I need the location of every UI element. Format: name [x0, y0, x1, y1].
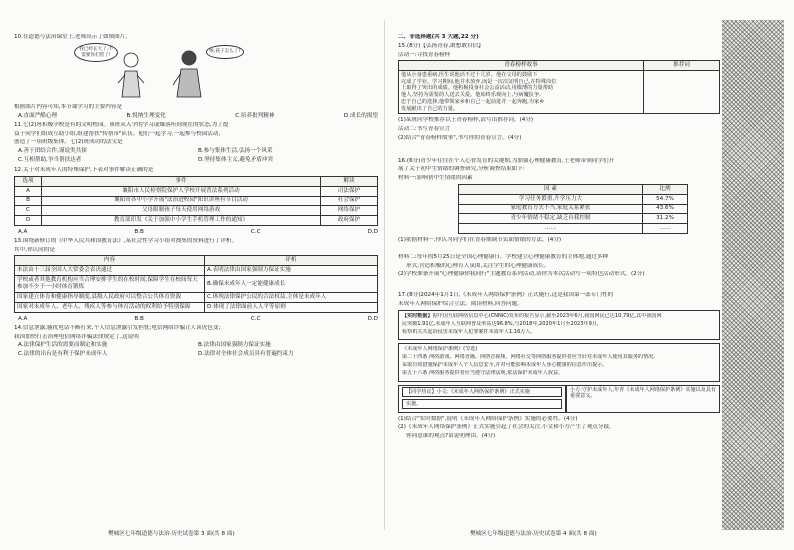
story-line: 他人,坚持为需要的人送去关爱。他始终乐观向上,与病魔抗争,	[401, 92, 541, 99]
q15-stem: 15.(8分)【弘扬青春,敢想敢自信】	[398, 42, 484, 49]
q17-sub2-l1: (2)《未成年人网络保护条例》正式实施引起了社会的关注,小文和小方产生了观点分歧,	[398, 424, 611, 431]
parent-figure-icon	[172, 49, 206, 99]
q16-answer-space[interactable]	[398, 246, 720, 254]
q14-option-d[interactable]: D.法律对全体社会成员具有普遍约束力	[198, 351, 294, 358]
q10-options	[18, 113, 378, 120]
table-row	[15, 206, 378, 216]
q16-cell: ……	[459, 224, 643, 234]
q11-option-c[interactable]: C.互相帮助,争当帮扶达者	[18, 156, 82, 163]
q17-law-title: 《未成年人网络保护条例》(节选)	[402, 346, 478, 353]
q13-option-d[interactable]: D.D	[367, 316, 378, 323]
q16-header-ratio: 比例	[643, 184, 688, 194]
q14-option-b[interactable]: B.法律由国家强制力保证实施	[198, 342, 271, 349]
q12-cell: 教育部印发《关于加强中小学生手机管理工作的通知》	[42, 216, 321, 226]
q12-cell: 社会保护	[321, 196, 378, 206]
q17-law-l2: 采取有效措施保护未成年人个人信息安全,并对可能影响未成年人身心健康的信息作出提示。	[402, 362, 608, 369]
q15-activity2: 活动二:书写青春宣言	[398, 126, 451, 133]
q10-stem: 10.在道德与法治课堂上,老师出示了如图图片。	[14, 34, 131, 40]
q12-header-reading: 解读	[321, 176, 378, 186]
right-page-footer: 樊城区七年级道德与法治·历史试卷第 4 面(共 8 面)	[470, 531, 597, 537]
q13-cell: A.表明法律由国家强制力保证实施	[205, 266, 378, 276]
section-title: 二、非选择题(共 3 大题,22 分)	[398, 34, 479, 40]
table-row	[459, 214, 688, 224]
q11-line2: 益于同学们组成互助小组,组建帮扶"传帮带"队伍。他们一起学习,一起参与校园活动,	[14, 130, 221, 137]
q17-sub1: (1)结合"实时数据",说明《未成年人网络保护条例》实施的必要性。(4分)	[398, 415, 578, 422]
q15-story-table	[398, 60, 720, 114]
q17-sub2-l2: 你同意谁的观点?请说明理由。(4分)	[406, 433, 496, 440]
q12-option-a[interactable]: A.A	[18, 229, 28, 236]
q10-option-c[interactable]: C.培养批判精神	[235, 113, 275, 120]
table-row	[15, 303, 378, 313]
q13-cell: 国家建立体育和健康指导制度,县级人民政府可以整合公共体育资源	[15, 293, 205, 303]
q13-cell: 国家对未成年人、老年人、残疾人等参与体育活动的权利给予特别保障	[15, 303, 205, 313]
q16-sub1: (1)依据材料一,你认为同学们在青春期调节负面情绪的方法。(4分)	[398, 237, 562, 244]
q10-option-a[interactable]: A.直面严酷心理	[18, 113, 58, 120]
table-row	[459, 204, 688, 214]
story-line: 完成了学业。学习期间,他并未放弃,而是一次次证明自己,在特殊岗位	[401, 78, 557, 85]
q17-data-label: 【实时数据】	[402, 312, 433, 319]
q15-answer-space[interactable]	[398, 144, 720, 158]
story-line: 发展献出了自己的力量。	[401, 105, 459, 112]
q17-line1: 17.(8分)2024年1月1日,《未成年人网络保护条例》正式施行,这是我国第一部专门性的	[398, 292, 614, 299]
q12-cell: 司法保护	[321, 186, 378, 196]
q17-dialog-left	[398, 385, 566, 413]
q17-dialog-l2: 实施。	[402, 399, 562, 410]
q12-option-c[interactable]: C.C	[250, 229, 261, 236]
table-row	[15, 293, 378, 303]
q12-cell: B	[15, 196, 42, 206]
q15-activity1: 活动一:寻找青春榜样	[398, 51, 451, 58]
q13-option-b[interactable]: B.B	[134, 316, 144, 323]
q16-material2-l2: 形式,营造积极的心理育人氛围,关注学生的心理健康成长。	[406, 262, 550, 269]
q10-after: 根据图片内容可知,本节课学习的主要内容是	[14, 104, 123, 111]
q17-law-l3: 第五十六条 网络服务提供者应当遵守法律法规,依法保护未成年人权益。	[402, 370, 564, 377]
q12-cell: D	[15, 216, 42, 226]
q16-cell: 学习任务繁重,升学压力大	[459, 194, 643, 204]
q13-options	[18, 316, 378, 323]
q16-cell: 青少年情绪不稳定,缺乏自我控制	[459, 214, 643, 224]
q17-line2: 未成年人网络保护综合立法。阅读材料,回答问题。	[398, 300, 523, 307]
q11-option-d[interactable]: D.坚持集体主义,避免矛盾冲突	[198, 156, 273, 163]
q12-cell: C	[15, 206, 42, 216]
table-row	[459, 194, 688, 204]
q17-dialog-label: 【同学热议】小文:《未成年人网络保护条例》正式实施	[402, 387, 562, 398]
left-page-footer: 樊城区七年级道德与法治·历史试卷第 3 面(共 8 面)	[108, 531, 235, 537]
table-row	[15, 196, 378, 206]
q13-option-a[interactable]: A.A	[18, 316, 28, 323]
q15-recommend-answer-cell[interactable]	[644, 71, 720, 114]
q12-cell: A	[15, 186, 42, 196]
q13-line1: 13.围绕新修订的《中华人民共和国教育法》,某社会性学习小组对搜集的资料进行了评析。	[14, 237, 238, 244]
q14-option-c[interactable]: C.法律的出台是有利于保护未成年人	[18, 351, 108, 358]
q13-cell: 学校或者其他教育机构应当合理安排学生的在校时间,保障学生在校间每天参加不少于一小时体育锻炼	[15, 276, 205, 293]
q16-line2: 展了关于初中生情绪的调查研究,分析调查结果如下:	[398, 166, 525, 173]
left-column	[14, 34, 378, 361]
q15-recommend-header: 推荐词	[644, 61, 720, 71]
q12-option-d[interactable]: D.D	[367, 229, 378, 236]
q10-cartoon	[74, 43, 244, 101]
q15-sub2: (2)结合"青春榜样故事",书写你的青春宣言。(4分)	[398, 134, 522, 141]
page-fold	[384, 20, 385, 530]
q16-answer-space-2[interactable]	[398, 280, 720, 292]
q16-cell: 31.2%	[643, 214, 688, 224]
q13-header-content: 内容	[15, 256, 205, 266]
right-column	[398, 34, 720, 442]
q13-cell: D.体现了法律面前人人平等原则	[205, 303, 378, 313]
q13-table	[14, 255, 378, 313]
q16-cell: 家庭教育方式不当,家庭关系紧张	[459, 204, 643, 214]
q12-options	[18, 229, 378, 236]
q16-material1: 材料一:影响初中生情绪的因素	[398, 175, 473, 182]
q14-option-a[interactable]: A.法律保护生活的需要而制定和实施	[18, 342, 108, 349]
q16-table	[458, 184, 688, 234]
q15-story-cell	[399, 71, 644, 114]
child-speech-bubble: 我已经长大了,不需要你们管了!	[74, 43, 118, 62]
q11-line3: 创造了一项班级集体。七(2)班成功的法宝是	[14, 139, 123, 146]
q12-cell: 网络保护	[321, 206, 378, 216]
child-figure-icon	[116, 51, 146, 99]
q16-cell: 54.7%	[643, 194, 688, 204]
q17-data-l1: 据中国互联网络信息中心(CNNIC)发布的报告显示,截至2023年6月,我国网民已达10.79亿,其中我国网	[432, 312, 662, 319]
q12-cell: 襄阳市各中小学开展"法治进校园"知识讲座有节目活动	[42, 196, 321, 206]
q11-option-a[interactable]: A.善于团结合作,谨说类共探	[18, 148, 87, 155]
q14-line2: 我国加快打击治理电信网络诈骗法律规定了,这说明	[14, 333, 139, 340]
q12-table	[14, 176, 378, 226]
table-row	[15, 276, 378, 293]
q12-cell: 父母限制孩子每天使用网络游戏	[42, 206, 321, 216]
q12-cell: 政府保护	[321, 216, 378, 226]
table-row	[15, 186, 378, 196]
parent-speech-bubble: 唉,孩子怎么了?	[206, 45, 244, 59]
q12-option-b[interactable]: B.B	[134, 229, 144, 236]
q17-law-box	[398, 343, 720, 381]
q16-cell: 43.6%	[643, 204, 688, 214]
q17-law-l1: 第二十四条 网络游戏、网络直播、网络音视频、网络社交等网络服务提供者应当针对未成年人使用其服务的情况,	[402, 354, 655, 361]
story-line: 上取得了突出的成绩。他积极投身社会公益活动,用微薄的力量帮助	[401, 85, 554, 92]
q17-dialog-box	[398, 385, 720, 413]
q11-options	[18, 148, 378, 166]
table-row	[15, 216, 378, 226]
q11-line1: 11.七(2)班积极学校是有的文明校园。该班从入学的学习或爆落所到现在的状态,为了提	[14, 121, 229, 128]
story-line: 忠于自己的选择,他带领家乡和自己一起前进并一起奔跑,为家乡	[401, 98, 545, 105]
q16-header-factor: 因 素	[459, 184, 643, 194]
q12-cell: 襄阳市人民检察院保护人学校开展普法系列活动	[42, 186, 321, 196]
q13-line2: 其中,你认同的是	[14, 246, 55, 253]
q12-stem: 12.关于对未成年人的特殊保护,下表对事件解读正确的是	[14, 167, 154, 174]
q17-data-box	[398, 310, 720, 340]
q14-options	[18, 342, 378, 360]
q16-line1: 16.(6分)青少年往往在个人心智发育的关键期,为加强心理健康教育,王老师带领同学们开	[398, 157, 615, 164]
q17-dialog-right: 小方:守护未成年人,年青《未成年人网络保护条例》实施以及具有重要意义。	[566, 385, 720, 413]
q16-sub2: (2)学校准备开展"心理健康你我同行"主题教育系列活动,请你为本次活动写一项特色活动形式。(2分)	[398, 271, 645, 278]
q17-data-l3: 检察机关共起诉侵害未成年人犯罪案件未成年人1.16万人。	[402, 328, 536, 335]
table-row	[459, 224, 688, 234]
table-row	[15, 266, 378, 276]
scan-border-pattern	[722, 20, 784, 530]
q13-cell: 本法由十三届全国人大常委会表决通过	[15, 266, 205, 276]
q15-sub1: (1)某班向学校推荐以上青春榜样,请写出推荐词。(4分)	[398, 117, 534, 124]
q16-material2-l1: 材料二:每年的5月25日是全国心理健康日。学校建立心理健康教育的主体地,通过多种	[398, 253, 609, 260]
q15-story-header: 青春榜样故事	[399, 61, 644, 71]
q16-cell: ……	[643, 224, 688, 234]
q12-header-event: 事件	[42, 176, 321, 186]
q13-cell: C.体现法律保护公民的合法权益,主体是未成年人	[205, 293, 378, 303]
q10-option-b[interactable]: B.悦纳生理变化	[126, 113, 166, 120]
q13-cell: B.确保未成年人一定能健康成长	[205, 276, 378, 293]
q12-header-option: 选项	[15, 176, 42, 186]
q10-option-d[interactable]: D.成长的渴望	[343, 113, 378, 120]
story-line: 他从小身患重病,医生说他活不过十几岁。他在父母的鼓励下	[401, 71, 538, 78]
q11-option-b[interactable]: B.参与集体生活,弘扬一个风采	[198, 148, 273, 155]
q14-line1: 14.信息泄露,骚扰电话不断打来,个人信息泄露引发担忧;电信网络诈骗让人谈虎色变;	[14, 324, 221, 331]
q13-header-analysis: 评析	[205, 256, 378, 266]
q13-option-c[interactable]: C.C	[250, 316, 261, 323]
q17-data-l2: 民突破1.91亿,未成年人互联网普及率高达96.8%,与2018年,2020年1月至2023年9月,	[402, 320, 599, 327]
